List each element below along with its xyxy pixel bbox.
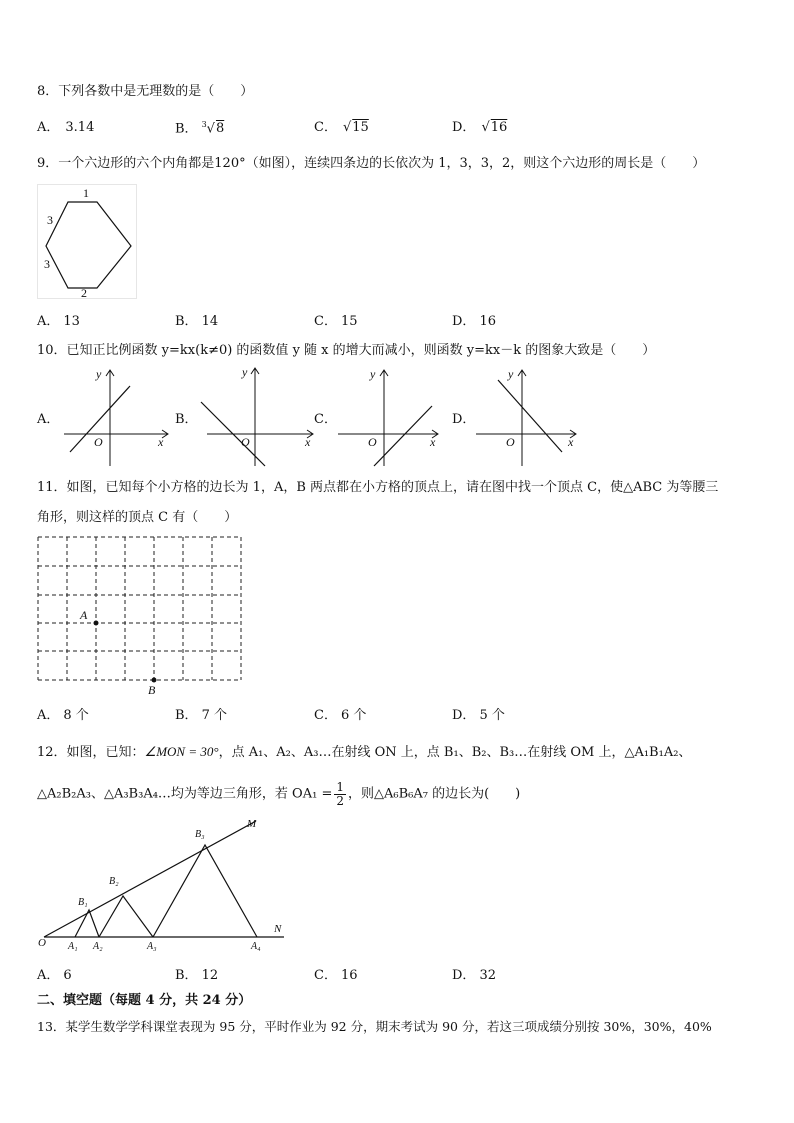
y-label: y	[242, 365, 248, 379]
option-value: 7 个	[201, 708, 227, 723]
q12-stem-line1	[37, 745, 691, 759]
q10-graph-b	[197, 364, 317, 469]
option-label: B．	[175, 121, 198, 137]
square-root-expression: √16	[481, 120, 508, 135]
label-b3: B₃	[195, 829, 205, 840]
option-label: A．	[37, 120, 60, 135]
square-root-expression: √15	[342, 120, 369, 135]
dashed-grid	[38, 537, 241, 680]
q10-graph-a	[60, 364, 175, 469]
q12-option-a	[37, 969, 72, 982]
option-label: D．	[452, 708, 476, 723]
y-label: y	[370, 367, 376, 381]
q11-option-b	[175, 709, 227, 722]
q9-option-a	[37, 315, 80, 328]
q10-option-d-label: D．	[452, 412, 476, 427]
label-top: 1	[83, 186, 89, 200]
hexagon-shape	[46, 202, 131, 288]
point-b	[152, 678, 157, 683]
option-value: 13	[63, 314, 80, 329]
q10-graph-d	[472, 364, 582, 469]
option-value: 8 个	[63, 708, 89, 723]
q8-option-d	[452, 121, 507, 134]
label-a3: A₃	[147, 941, 157, 952]
option-value: 12	[201, 968, 219, 983]
q8-option-a	[37, 121, 94, 134]
option-value: 6 个	[340, 708, 367, 723]
q12-option-c	[314, 969, 358, 982]
stem-text: 12．如图，已知：	[37, 745, 145, 760]
option-value: 5 个	[479, 708, 505, 723]
option-value: 14	[201, 314, 219, 329]
q13-stem: 13．某学生数学学科课堂表现为 95 分，平时作业为 92 分，期末考试为 90 分，若这三项成绩分别按 30%，30%，40%	[37, 1019, 712, 1034]
radicand: 8	[215, 121, 225, 137]
fraction	[334, 781, 346, 807]
origin-label: O	[368, 435, 377, 449]
label-bottom: 2	[81, 286, 87, 299]
option-label: B．	[175, 708, 198, 723]
label-b1: B₁	[78, 897, 88, 908]
stem-text: △A₂B₂A₃、△A₃B₃A₄…均为等边三角形，若 OA₁ =	[37, 786, 333, 802]
q11-option-c	[314, 709, 366, 722]
option-label: C．	[314, 968, 337, 983]
option-label: A．	[37, 968, 60, 983]
radicand: 15	[352, 120, 369, 135]
q8-option-b	[175, 121, 224, 135]
option-label: C．	[314, 708, 337, 723]
option-value: 32	[479, 968, 496, 983]
origin-label: O	[241, 435, 250, 449]
q12-triangle-figure	[36, 815, 291, 960]
section-heading: 二、填空题（每题 4 分，共 24 分）	[37, 993, 252, 1008]
point-a	[94, 621, 99, 626]
radicand: 16	[490, 120, 508, 135]
q12-option-d	[452, 969, 496, 982]
q11-option-d	[452, 709, 505, 722]
root-index: 3	[201, 120, 207, 129]
label-b2: B₂	[109, 876, 119, 887]
label-m: M	[247, 818, 257, 830]
q9-hexagon-figure	[37, 184, 137, 299]
label-lower-left: 3	[44, 257, 50, 271]
label-a1: A₁	[68, 941, 78, 952]
option-label: A．	[37, 314, 60, 329]
option-label: D．	[452, 120, 476, 135]
q9-option-c	[314, 315, 358, 328]
q10-option-c-label: C．	[314, 412, 337, 427]
angle-expression: ∠MON = 30°	[144, 744, 219, 759]
q12-option-b	[175, 969, 218, 982]
option-value: 16	[479, 314, 496, 329]
option-label: B．	[175, 314, 198, 329]
q8-stem: 8．下列各数中是无理数的是（ ）	[37, 84, 254, 99]
y-label: y	[96, 367, 102, 381]
stem-text: ，点 A₁、A₂、A₃…在射线 ON 上，点 B₁、B₂、B₃…在射线 OM 上，△A₁B₁A₂、	[218, 745, 692, 760]
function-line	[374, 406, 432, 466]
x-label: x	[158, 435, 164, 449]
option-value: 15	[340, 314, 358, 329]
q12-stem-line2	[37, 781, 520, 807]
label-b: B	[148, 683, 156, 697]
option-value: 16	[340, 968, 358, 983]
q10-option-a-label: A．	[37, 412, 60, 427]
option-label: D．	[452, 314, 476, 329]
q11-stem-line1: 11．如图，已知每个小方格的边长为 1，A，B 两点都在小方格的顶点上，请在图中找一个顶点 C，使△ABC 为等腰三	[37, 480, 719, 495]
stem-text: ，则△A₆B₆A₇ 的边长为( )	[347, 786, 521, 802]
q9-option-d	[452, 315, 496, 328]
x-label: x	[430, 435, 436, 449]
q8-option-c	[314, 121, 369, 134]
triangle-1	[75, 910, 99, 937]
option-value: 6	[63, 968, 72, 983]
q10-graph-c	[334, 364, 444, 469]
origin-label: O	[94, 435, 103, 449]
option-label: C．	[314, 314, 337, 329]
label-a2: A₂	[93, 941, 103, 952]
q10-option-b-label: B．	[175, 412, 198, 427]
label-a: A	[80, 608, 88, 622]
q11-grid-figure	[34, 533, 249, 698]
label-a4: A₄	[251, 941, 261, 952]
y-label: y	[508, 367, 514, 381]
q10-stem: 10．已知正比例函数 y=kx(k≠0) 的函数值 y 随 x 的增大而减小，则函数 y=kx－k 的图象大致是（ ）	[37, 343, 656, 358]
x-label: x	[305, 435, 311, 449]
fraction-denominator: 2	[336, 793, 344, 808]
triangle-3	[153, 845, 257, 937]
fraction-numerator: 1	[336, 780, 344, 794]
option-label: C．	[314, 120, 337, 135]
option-label: D．	[452, 968, 476, 983]
q11-stem-line2: 角形，则这样的顶点 C 有（ ）	[37, 510, 238, 525]
q11-option-a	[37, 709, 89, 722]
cube-root-expression: $^3$√8	[201, 120, 225, 137]
origin-label: O	[506, 435, 515, 449]
q9-stem: 9．一个六边形的六个内角都是120°（如图），连续四条边的长依次为 1，3，3，2，则这个六边形的周长是（ ）	[37, 156, 706, 171]
label-upper-left: 3	[47, 213, 53, 227]
label-o: O	[38, 937, 46, 949]
option-label: A．	[37, 708, 60, 723]
label-n: N	[274, 923, 282, 935]
option-label: B．	[175, 968, 198, 983]
option-value: 3.14	[65, 120, 95, 135]
q9-option-b	[175, 315, 218, 328]
x-label: x	[568, 435, 574, 449]
